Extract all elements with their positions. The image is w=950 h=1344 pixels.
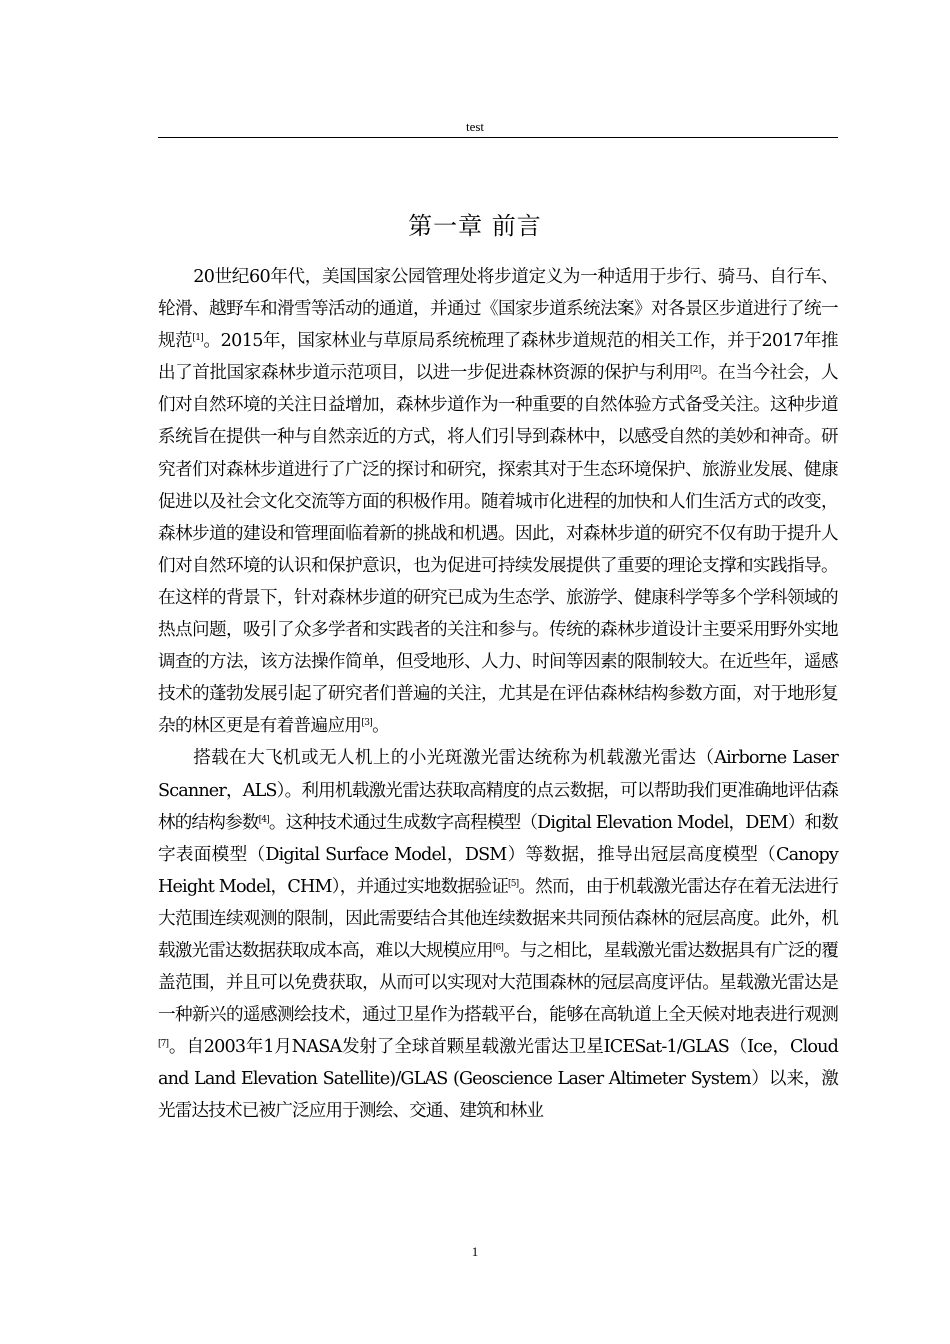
- paragraph-1-text: 。在当今社会，人们对自然环境的关注日益增加，森林步道作为一种重要的自然体验方式备受关注。这种步道系统旨在提供一种与自然亲近的方式，将人们引导到森林中，以感受自然的美妙和神奇。研究者们对森林步道进行了广泛的探讨和研究，探索其对于生态环境保护、旅游业发展、健康促进以及社会文化交流等方面的积极作用。随着城市化进程的加快和人们生活方式的改变，森林步道的建设和管理面临着新的挑战和机遇。因此，对森林步道的研究不仅有助于提升人们对自然环境的认识和保护意识，也为促进可持续发展提供了重要的理论支撑和实践指导。在这样的背景下，针对森林步道的研究已成为生态学、旅游学、健康科学等多个学科领域的热点问题，吸引了众多学者和实践者的关注和参与。传统的森林步道设计主要采用野外实地调查的方法，该方法操作简单，但受地形、人力、时间等因素的限制较大。在近些年，遥感技术的蓬勃发展引起了研究者们普遍的关注，尤其是在评估森林结构参数方面，对于地形复杂的林区更是有着普遍应用: [158, 363, 838, 737]
- paragraph-2: [158, 742, 838, 1127]
- paragraph-1-text: 。: [372, 716, 390, 737]
- page-number: 1: [471, 1244, 479, 1259]
- paragraph-2-text: 。与之相比，星载激光雷达数据具有广泛的覆盖范围，并且可以免费获取，从而可以实现对大范围森林的冠层高度评估。星载激光雷达是一种新兴的遥感测绘技术，通过卫星作为搭载平台，能够在高轨道上全天候对地表进行观测: [158, 940, 838, 1026]
- paragraph-2-text: 搭载在大飞机或无人机上的小光斑激光雷达统称为机载激光雷达（Airborne Laser Scanner，ALS）。利用机载激光雷达获取高精度的点云数据，可以帮助我们更准确地评估森林的结构参数: [158, 748, 838, 833]
- paragraph-2-text: 。这种技术通过生成数字高程模型（Digital Elevation Model，DEM）和数字表面模型（Digital Surface Model，DSM）等数据，推导出冠层高度模型（Canopy Height Model，CHM），并通过实地数据验证: [158, 812, 839, 897]
- running-header: test: [465, 119, 485, 134]
- header-rule: [158, 137, 838, 138]
- paragraph-1: [158, 261, 838, 742]
- paragraph-2-text: 。自2003年1月NASA发射了全球首颗星载激光雷达卫星ICESat-1/GLAS（Ice，Cloud and Land Elevation Satellite)/GLAS (Geoscience Laser Altimeter System）以来，激光雷达技术已被广泛应用于测绘、交通、建筑和林业: [158, 1037, 838, 1122]
- citation-ref-7[interactable]: [7]: [158, 1039, 169, 1050]
- paragraph-1-text: 20世纪60年代，美国国家公园管理处将步道定义为一种适用于步行、骑马、自行车、轮滑、越野车和滑雪等活动的通道，并通过《国家步道系统法案》对各景区步道进行了统一规范: [158, 267, 838, 352]
- paragraph-1-text: 。2015年，国家林业与草原局系统梳理了森林步道规范的相关工作，并于2017年推出了首批国家森林步道示范项目，以进一步促进森林资源的保护与利用: [158, 331, 838, 384]
- citation-ref-5[interactable]: [5]: [508, 878, 519, 889]
- paragraph-2-text: 。然而，由于机载激光雷达存在着无法进行大范围连续观测的限制，因此需要结合其他连续数据来共同预估森林的冠层高度。此外，机载激光雷达数据获取成本高，难以大规模应用: [158, 876, 838, 961]
- citation-ref-1[interactable]: [1]: [192, 333, 204, 344]
- citation-ref-2[interactable]: [2]: [689, 365, 701, 376]
- chapter-title: 第一章 前言: [408, 212, 542, 241]
- body-text: [158, 261, 838, 1128]
- citation-ref-3[interactable]: [3]: [361, 718, 373, 729]
- citation-ref-6[interactable]: [6]: [492, 942, 504, 953]
- citation-ref-4[interactable]: [4]: [258, 814, 269, 825]
